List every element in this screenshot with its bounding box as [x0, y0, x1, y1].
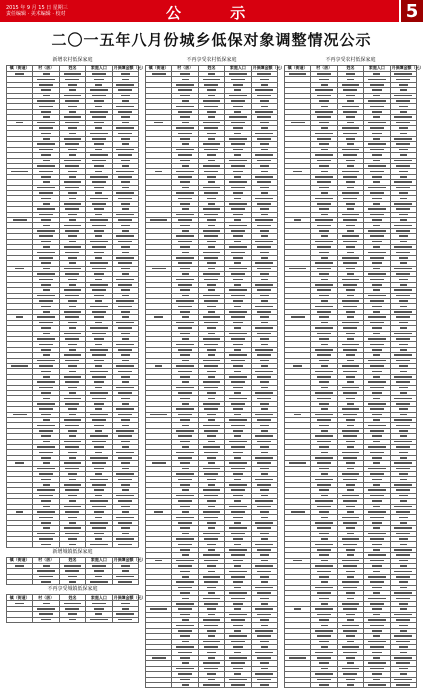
roster-table — [6, 594, 146, 623]
table-cell — [59, 542, 85, 547]
column-header: 村（居） — [33, 595, 59, 601]
table-cell — [33, 617, 59, 622]
table-cell — [112, 579, 138, 584]
table-cell — [285, 682, 311, 687]
column-header: 镇（街道） — [146, 66, 172, 72]
column-middle — [145, 56, 285, 604]
column-header: 月保障金额（元） — [391, 65, 424, 71]
table-row — [7, 542, 139, 547]
table-cell — [7, 579, 33, 584]
table-row — [146, 655, 278, 660]
table-cell — [33, 579, 59, 584]
table-row — [285, 509, 417, 514]
table-cell — [337, 682, 363, 687]
column-header: 家庭人口 — [225, 66, 251, 72]
column-header: 村（居） — [33, 66, 59, 72]
table-header-row — [7, 557, 139, 563]
table-cell — [86, 617, 112, 622]
table-row — [7, 617, 139, 622]
column-left — [6, 56, 146, 604]
table-cell — [364, 682, 390, 687]
column-header: 姓名 — [59, 557, 85, 563]
masthead-date: 2015 年 9 月 15 日 星期三 — [6, 5, 68, 11]
roster-table — [284, 65, 424, 688]
table-cell — [7, 542, 33, 547]
column-header: 家庭人口 — [86, 595, 112, 601]
page-number: 5 — [399, 0, 423, 22]
section-title: 新增农村低保家庭 — [52, 57, 93, 63]
table-row — [285, 120, 417, 125]
masthead — [0, 0, 423, 22]
column-header: 家庭人口 — [86, 66, 112, 72]
column-header: 家庭人口 — [364, 66, 390, 72]
table-cell — [59, 617, 85, 622]
roster-table — [145, 65, 285, 688]
tables-area — [6, 56, 424, 604]
column-header: 村（居） — [311, 66, 337, 72]
table-row — [285, 315, 417, 320]
table-header-row — [7, 66, 139, 72]
table-row — [146, 682, 278, 687]
table-cell — [86, 579, 112, 584]
column-right — [284, 56, 424, 604]
table-cell — [225, 682, 251, 687]
table-cell — [198, 682, 224, 687]
table-row — [146, 461, 278, 466]
table-row — [285, 655, 417, 660]
table-cell — [172, 682, 198, 687]
table-cell — [7, 617, 33, 622]
column-header: 镇（街道） — [285, 66, 311, 72]
headline: 二〇一五年八月份城乡低保对象调整情况公示 — [51, 31, 372, 49]
table-row — [7, 363, 139, 368]
section-title: 新增城镇低保家庭 — [52, 548, 93, 555]
table-row — [285, 461, 417, 466]
table-row — [285, 682, 417, 687]
table-row — [146, 412, 278, 417]
column-header: 村（居） — [172, 66, 198, 72]
table-row — [146, 266, 278, 271]
table-cell — [86, 542, 112, 547]
column-header: 姓名 — [59, 595, 85, 601]
masthead-title: 公 示 — [166, 4, 268, 22]
column-header: 月保障金额（元） — [113, 594, 146, 600]
column-header: 姓名 — [198, 66, 224, 72]
table-cell — [311, 682, 337, 687]
table-row — [285, 266, 417, 271]
table-row — [7, 579, 139, 584]
masthead-info — [6, 5, 156, 17]
table-row — [146, 217, 278, 222]
table-cell — [146, 682, 172, 687]
table-header-row — [7, 595, 139, 601]
table-row — [146, 72, 278, 77]
table-row — [285, 72, 417, 77]
table-cell — [33, 542, 59, 547]
table-header-row — [285, 66, 417, 72]
column-header: 月保障金额（元） — [113, 65, 146, 71]
table-row — [146, 607, 278, 612]
table-header-row — [146, 66, 278, 72]
column-header: 村（居） — [33, 557, 59, 563]
table-cell — [59, 579, 85, 584]
column-header: 镇（街道） — [7, 595, 33, 601]
roster-table — [6, 65, 146, 548]
table-row — [7, 217, 139, 222]
section-title: 不再享受农村低保家庭 — [325, 57, 376, 63]
column-header: 月保障金额（元） — [113, 557, 146, 563]
section-title: 不再享受城镇低保家庭 — [47, 586, 98, 593]
column-header: 姓名 — [337, 66, 363, 72]
column-header: 月保障金额（元） — [252, 65, 285, 71]
roster-table — [6, 557, 146, 586]
column-header: 镇（街道） — [7, 66, 33, 72]
column-header: 镇（街道） — [7, 557, 33, 563]
column-header: 家庭人口 — [86, 557, 112, 563]
masthead-editors: 责任编辑 · 美术编辑 · 校对 — [6, 11, 66, 17]
column-header: 姓名 — [59, 66, 85, 72]
section-title: 不再享受农村低保家庭 — [186, 57, 237, 63]
table-cell — [112, 617, 138, 622]
table-row — [7, 169, 139, 174]
table-cell — [390, 682, 416, 687]
table-cell — [251, 682, 277, 687]
table-cell — [112, 542, 138, 547]
table-row — [7, 412, 139, 417]
